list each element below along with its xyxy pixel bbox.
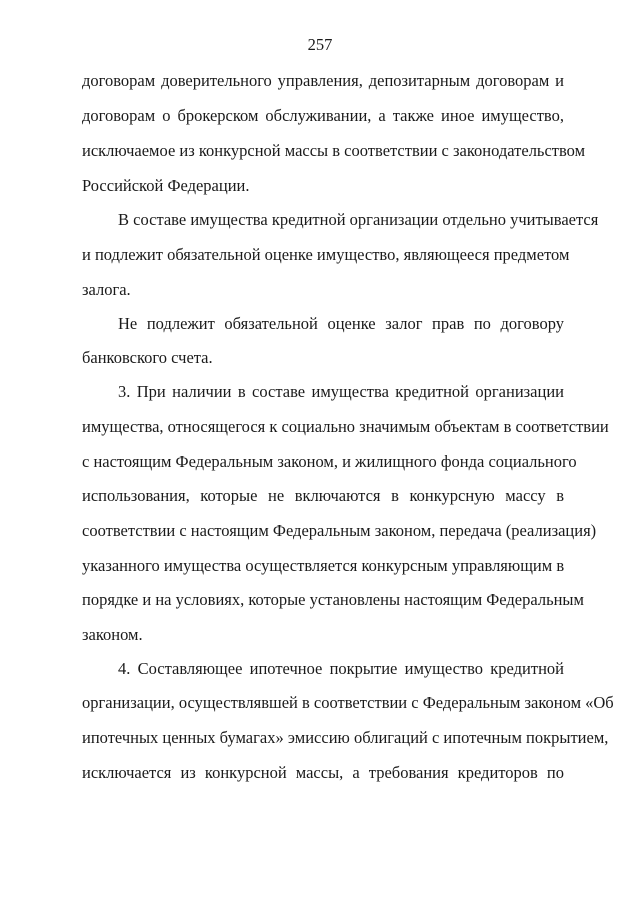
text-line: имущества, относящегося к социально значимым объектам в соответствии [82,417,609,436]
text-line: банковского счета. [82,348,213,367]
text-line: Не подлежит обязательной оценке залог прав по договору [118,314,564,333]
text-line: и подлежит обязательной оценке имущество, являющееся предметом [82,245,570,264]
text-line: договорам доверительного управления, депозитарным договорам и [82,71,564,90]
text-line: исключаемое из конкурсной массы в соответствии с законодательством [82,141,586,160]
text-line: 3. При наличии в составе имущества кредитной организации [118,382,564,401]
text-line: организации, осуществлявшей в соответствии с Федеральным законом «Об [82,693,614,712]
text-line: законом. [82,625,143,644]
text-line: В составе имущества кредитной организации отдельно учитывается [118,210,599,229]
text-line: договорам о брокерском обслуживании, а также иное имущество, [82,106,564,125]
text-line: исключается из конкурсной массы, а требования кредиторов по [82,763,564,782]
text-line: 4. Составляющее ипотечное покрытие имущество кредитной [118,659,564,678]
text-line: Российской Федерации. [82,176,250,195]
text-line: залога. [82,280,131,299]
text-line: с настоящим Федеральным законом, и жилищного фонда социального [82,452,577,471]
text-line: указанного имущества осуществляется конкурсным управляющим в [82,556,565,575]
text-line: ипотечных ценных бумагах» эмиссию облигаций с ипотечным покрытием, [82,728,609,747]
text-line: использования, которые не включаются в конкурсную массу в [82,486,564,505]
page-number: 257 [307,35,333,54]
text-line: соответствии с настоящим Федеральным законом, передача (реализация) [82,521,597,540]
text-line: порядке и на условиях, которые установлены настоящим Федеральным [82,590,584,609]
